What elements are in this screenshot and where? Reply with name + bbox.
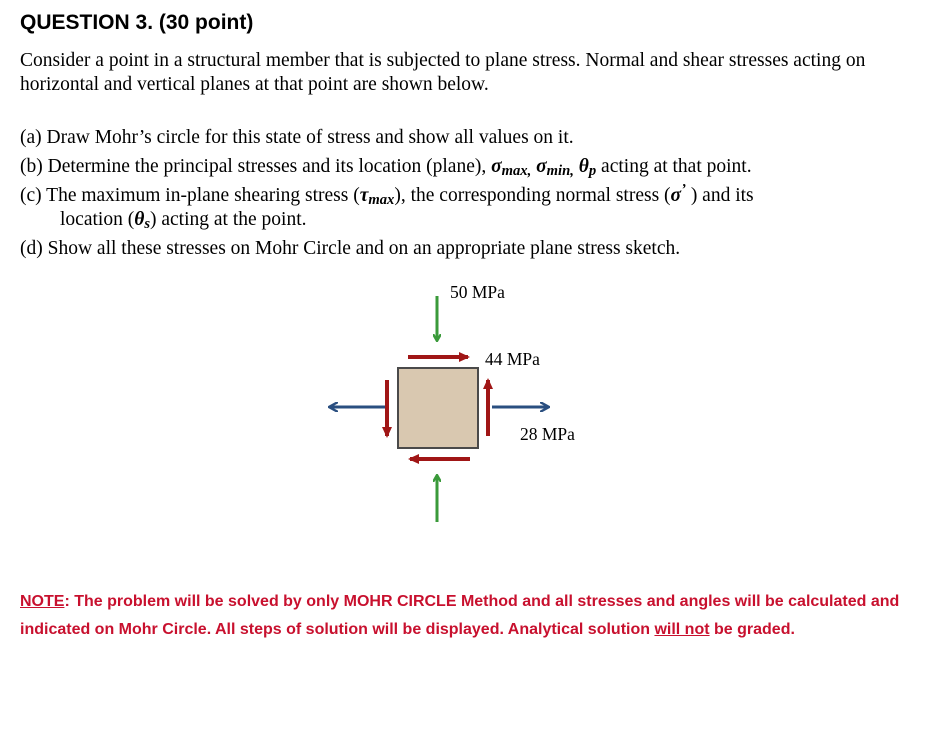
tau-max-symbol: $\tau_{max}$ [359, 185, 395, 208]
stress-element-figure [0, 270, 930, 540]
part-a: (a) Draw Mohr’s circle for this state of stress and show all values on it. [20, 127, 574, 148]
note-text: : The problem will be solved by only MOHR CIRCLE Method and all stresses and angles will be calculated and indicated on Mohr Circle. All steps of solution will be displayed. Analytical solution [20, 593, 900, 638]
sigma-prime-symbol: σ’ [670, 181, 686, 206]
theta-s-symbol: $\theta_s$ [134, 209, 150, 232]
theta-p-symbol: $\theta_p$ [578, 156, 597, 179]
note-text-end: be graded. [709, 621, 795, 638]
sigma-min-symbol: $\sigma_{min,}$ [536, 156, 574, 179]
note-paragraph [20, 588, 910, 644]
stress-element-diagram [0, 270, 930, 540]
stress-element-square [398, 368, 478, 448]
question-title: QUESTION 3. (30 point) [20, 11, 254, 34]
label-normal-vertical: 50 MPa [450, 282, 505, 302]
question-parts [20, 123, 910, 263]
sigma-max-symbol: $\sigma_{max,}$ [491, 156, 532, 179]
note-will-not: will not [654, 621, 710, 638]
part-d: (d) Show all these stresses on Mohr Circle and on an appropriate plane stress sketch. [20, 238, 681, 259]
part-c: (c) The maximum in-plane shearing stress $(\tau_{max})$, the corresponding normal stress (σ’ ) and its [20, 181, 754, 208]
note-label: NOTE [20, 593, 65, 610]
part-b-tail: acting at that point. [596, 156, 752, 177]
label-normal-horizontal: 28 MPa [520, 424, 575, 444]
part-b [20, 152, 910, 181]
question-intro: Consider a point in a structural member that is subjected to plane stress. Normal and shear stresses acting on horizontal and vertical planes at that point are shown below. [20, 50, 866, 95]
part-b-text: (b) Determine the principal stresses and its location (plane), [20, 156, 492, 177]
part-c-continued: location $(\theta_s)$ acting at the point. [60, 209, 307, 232]
label-shear: 44 MPa [485, 349, 540, 369]
